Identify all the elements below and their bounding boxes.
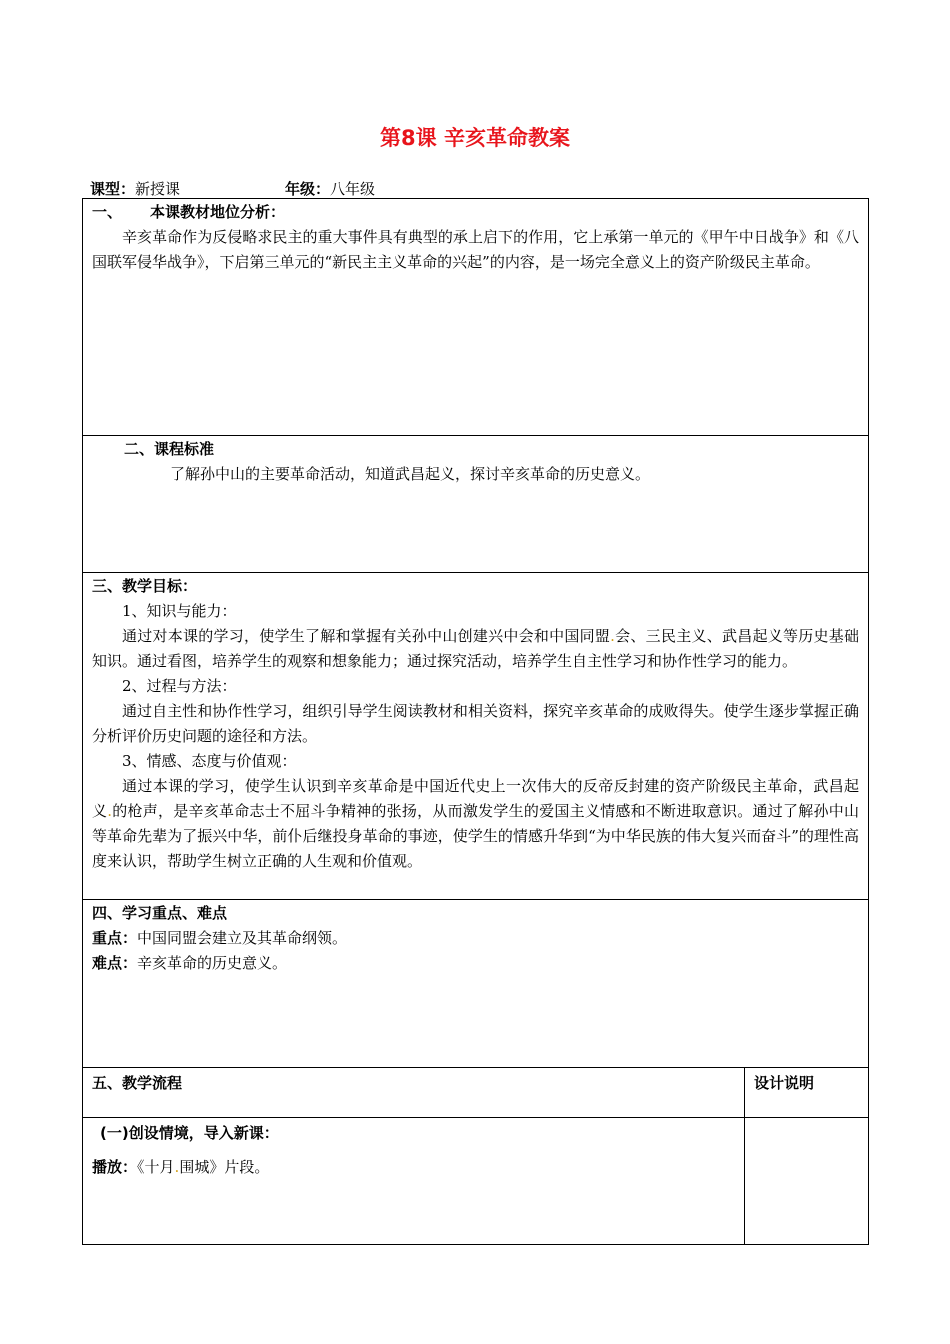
key-point: 重点：中国同盟会建立及其革命纲领。 <box>92 929 348 947</box>
section-5-heading: 五、教学流程 <box>92 1074 183 1092</box>
section-2-body: 了解孙中山的主要革命活动，知道武昌起义，探讨辛亥革命的历史意义。 <box>170 465 651 483</box>
goal-3-body: 通过本课的学习，使学生认识到辛亥革命是中国近代史上一次伟大的反帝反封建的资产阶级民主革命，武昌起义.的枪声，是辛亥革命志士不屈斗争精神的张扬，从而激发学生的爱国主义情感和不断进取意识。通过了解孙中山等革命先辈为了振兴中华，前仆后继投身革命的事迹，使学生的情感升华到“为中华民族的伟大复兴而奋斗”的理性高度来认识，帮助学生树立正确的人生观和价值观。 <box>92 777 859 870</box>
step-1-heading: (一)创设情境，导入新课： <box>100 1124 279 1142</box>
goal-2-body: 通过自主性和协作性学习，组织引导学生阅读教材和相关资料，探究辛亥革命的成败得失。使学生逐步掌握正确分析评价历史问题的途径和方法。 <box>92 702 859 745</box>
section-1-body: 辛亥革命作为反侵略求民主的重大事件具有典型的承上启下的作用，它上承第一单元的《甲午中日战争》和《八国联军侵华战争》，下启第三单元的“新民主主义革命的兴起”的内容，是一场完全意义上的资产阶级民主革命。 <box>92 228 859 271</box>
section-2-heading: 二、课程标准 <box>124 440 215 458</box>
type-value: 新授课 <box>135 180 181 198</box>
section-3-heading: 三、教学目标： <box>92 577 198 595</box>
goal-1-body: 通过对本课的学习，使学生了解和掌握有关孙中山创建兴中会和中国同盟.会、三民主义、武昌起义等历史基础知识。通过看图，培养学生的观察和想象能力；通过探究活动，培养学生自主性学习和协作性学习的能力。 <box>92 627 859 670</box>
page-title: 第8课 辛亥革命教案 <box>380 126 570 150</box>
lesson-meta <box>90 178 376 199</box>
section-material-position <box>92 200 859 275</box>
goal-1-heading: 1、知识与能力： <box>122 602 237 620</box>
type-label: 课型： <box>90 180 136 198</box>
design-note-header: 设计说明 <box>754 1074 815 1092</box>
section-1-heading: 本课教材地位分析： <box>150 203 286 221</box>
section-curriculum-standard <box>92 437 859 487</box>
section-key-points <box>92 901 859 976</box>
play-line: 播放：《十月.围城》片段。 <box>92 1158 270 1176</box>
row-divider <box>82 572 869 573</box>
teaching-step-1 <box>92 1121 737 1180</box>
section-4-heading: 四、学习重点、难点 <box>92 904 228 922</box>
section-1-number: 一、 <box>92 203 123 221</box>
goal-3-heading: 3、情感、态度与价值观： <box>122 752 297 770</box>
row-divider <box>82 899 869 900</box>
section-teaching-goals <box>92 574 859 874</box>
row-divider <box>82 1067 869 1068</box>
grade-label: 年级： <box>285 180 331 198</box>
row-divider <box>82 435 869 436</box>
goal-2-heading: 2、过程与方法： <box>122 677 237 695</box>
column-divider <box>744 1067 745 1244</box>
row-divider <box>82 1117 869 1118</box>
difficult-point: 难点：辛亥革命的历史意义。 <box>92 954 288 972</box>
grade-value: 八年级 <box>330 180 376 198</box>
